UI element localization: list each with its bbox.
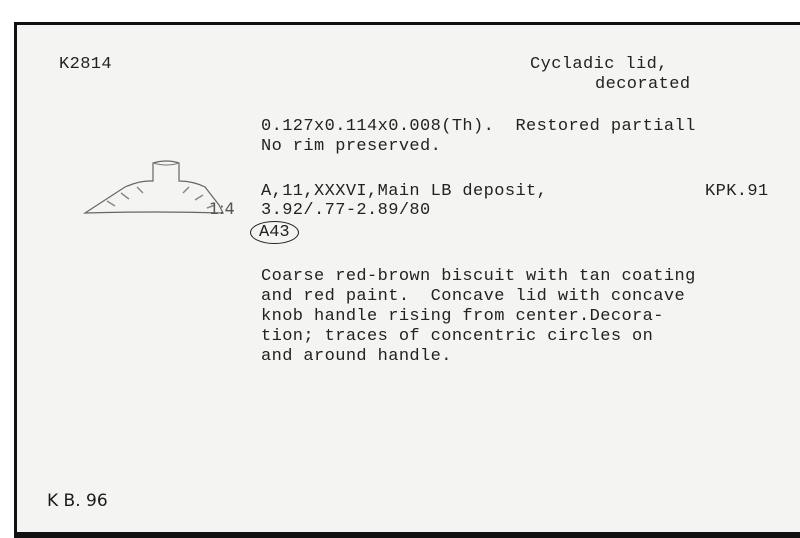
object-title-line1: Cycladic lid,: [530, 55, 668, 74]
description-line: and around handle.: [261, 347, 452, 366]
description-line: tion; traces of concentric circles on: [261, 327, 654, 346]
description-line: Coarse red-brown biscuit with tan coating: [261, 267, 696, 286]
context-reference: KPK.91: [705, 182, 769, 201]
dimensions-line1: 0.127x0.114x0.008(Th). Restored partiall: [261, 117, 696, 136]
description-line: knob handle rising from center.Decora-: [261, 307, 664, 326]
scan-margin: [0, 0, 800, 22]
circled-code: A43: [250, 221, 299, 244]
context-line2: 3.92/.77-2.89/80: [261, 201, 431, 220]
scan-shadow-bottom: [14, 532, 800, 538]
dimensions-line2: No rim preserved.: [261, 137, 442, 156]
context-line1: A,11,XXXVI,Main LB deposit,: [261, 182, 548, 201]
scale-note: 1:4: [209, 199, 235, 218]
lid-drawing: [77, 153, 247, 233]
catalog-number: K2814: [59, 55, 113, 74]
description-line: and red paint. Concave lid with concave: [261, 287, 686, 306]
catalog-card: [14, 22, 800, 532]
handwritten-note: K B. 96: [47, 491, 108, 511]
object-title-line2: decorated: [595, 75, 691, 94]
